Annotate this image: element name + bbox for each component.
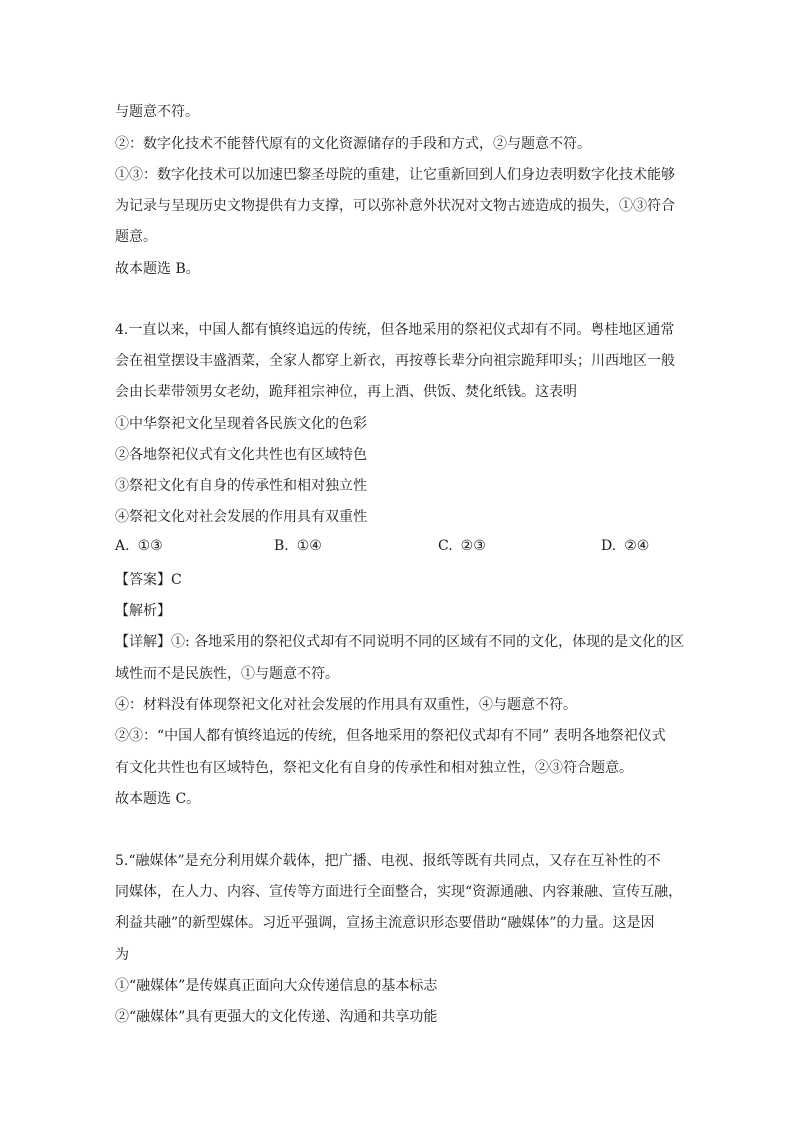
prev-answer-line: 与题意不符。: [115, 104, 199, 120]
prev-answer-line: 故本题选 B。: [115, 261, 200, 277]
q4-statement: ②各地祭祀仪式有文化共性也有区域特色: [115, 447, 367, 463]
q4-stem-line: 4.一直以来，中国人都有慎终追远的传统，但各地采用的祭祀仪式却有不同。粤桂地区通常: [115, 322, 675, 338]
q5-stem-line: 利益共融”的新型媒体。习近平强调，宣扬主流意识形态要借助“融媒体”的力量。这是因: [115, 915, 655, 931]
option-letter: C.: [438, 538, 453, 554]
q4-explanation-line: ④：材料没有体现祭祀文化对社会发展的作用具有双重性，④与题意不符。: [115, 697, 577, 713]
q4-explanation-line: ②③：“中国人都有慎终追远的传统，但各地采用的祭祀仪式却有不同” 表明各地祭祀仪式: [115, 728, 666, 744]
q4-option-d: [601, 538, 649, 554]
prev-answer-line: 题意。: [115, 229, 157, 245]
option-letter: B.: [274, 538, 289, 554]
option-letter: A.: [115, 538, 130, 554]
prev-answer-line: ①③：数字化技术可以加速巴黎圣母院的重建，让它重新回到人们身边表明数字化技术能够: [115, 167, 675, 183]
q4-statement: ④祭祀文化对社会发展的作用具有双重性: [115, 509, 367, 525]
q4-statement: ③祭祀文化有自身的传承性和相对独立性: [115, 478, 367, 494]
prev-answer-line: ②：数字化技术不能替代原有的文化资源储存的手段和方式，②与题意不符。: [115, 136, 591, 152]
q4-option-c: [438, 538, 486, 554]
option-text: ①④: [296, 538, 322, 554]
option-text: ②③: [460, 538, 486, 554]
option-text: ②④: [624, 538, 650, 554]
q4-stem-line: 会在祖堂摆设丰盛酒菜，全家人都穿上新衣，再按尊长辈分向祖宗跪拜叩头；川西地区一般: [115, 353, 675, 369]
q4-options: [115, 538, 685, 558]
q4-option-a: [115, 538, 163, 554]
q5-stem-line: 5.“融媒体”是充分利用媒介载体，把广播、电视、报纸等既有共同点，又存在互补性的不: [115, 853, 661, 869]
q5-stem-line: 同媒体，在人力、内容、宣传等方面进行全面整合，实现“资源通融、内容兼融、宣传互融，: [115, 884, 683, 900]
q4-explanation-line: 有文化共性也有区域特色，祭祀文化有自身的传承性和相对独立性，②③符合题意。: [115, 760, 633, 776]
option-letter: D.: [601, 538, 617, 554]
q4-answer: 【答案】C: [115, 572, 182, 588]
q4-analysis-title: 【解析】: [115, 603, 171, 619]
q4-explanation-line: 域性而不是民族性，①与题意不符。: [115, 666, 339, 682]
q4-explanation-line: 【详解】①: 各地采用的祭祀仪式却有不同说明不同的区域有不同的文化，体现的是文化的区: [115, 634, 685, 650]
q4-option-b: [274, 538, 322, 554]
q5-statement: ②“融媒体”具有更强大的文化传递、沟通和共享功能: [115, 1009, 438, 1025]
q4-explanation-line: 故本题选 C。: [115, 791, 201, 807]
q4-stem-line: 会由长辈带领男女老幼，跪拜祖宗神位，再上酒、供饭、焚化纸钱。这表明: [115, 384, 577, 400]
q5-stem-line: 为: [115, 947, 129, 963]
option-text: ①③: [137, 538, 163, 554]
q4-statement: ①中华祭祀文化呈现着各民族文化的色彩: [115, 416, 367, 432]
q5-statement: ①“融媒体”是传媒真正面向大众传递信息的基本标志: [115, 978, 438, 994]
prev-answer-line: 为记录与呈现历史文物提供有力支撑，可以弥补意外状况对文物古迹造成的损失，①③符合: [115, 198, 675, 214]
